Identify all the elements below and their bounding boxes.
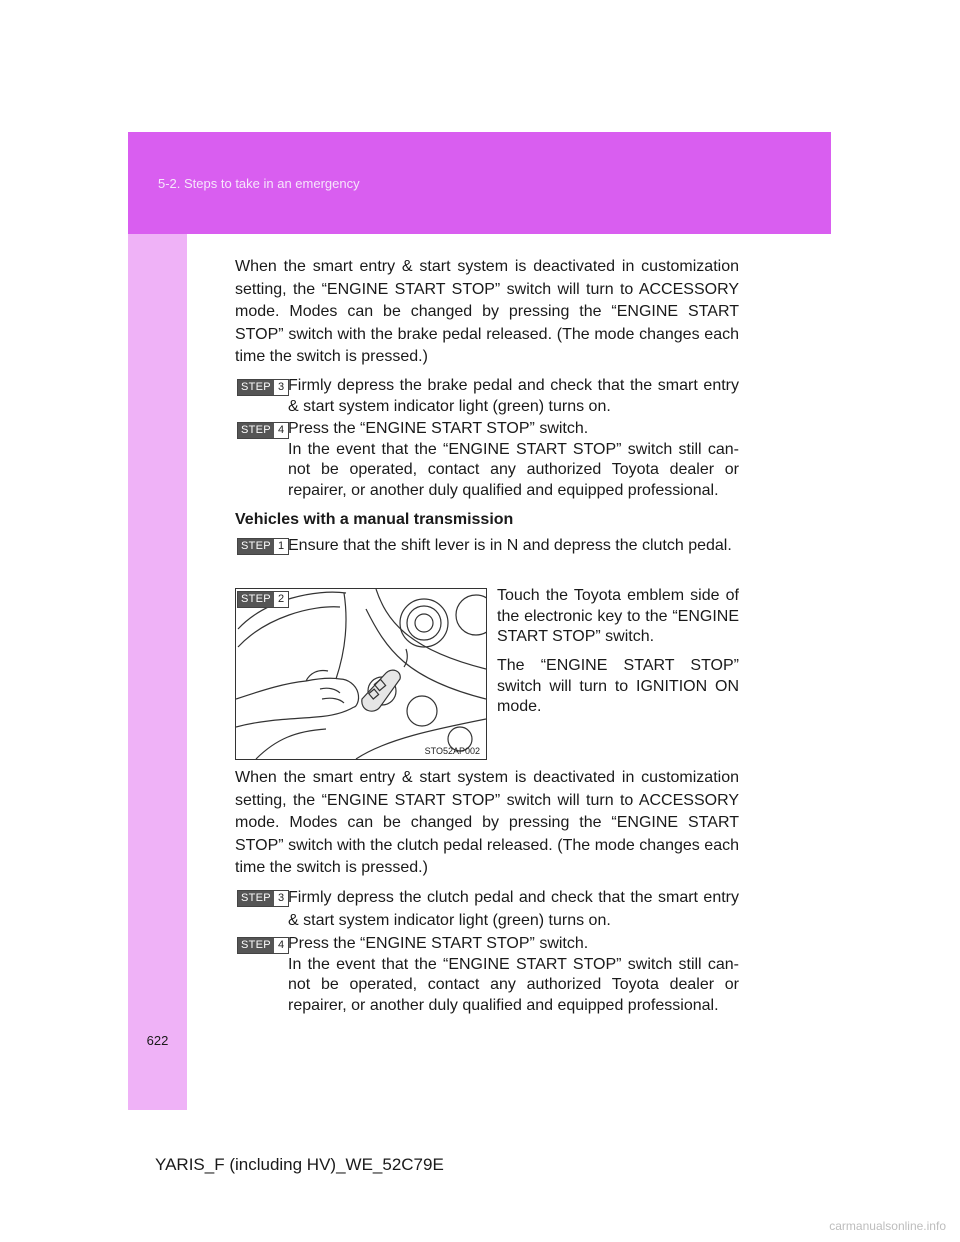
illustration-drawing (236, 589, 486, 759)
document-footer: YARIS_F (including HV)_WE_52C79E (155, 1155, 444, 1174)
step-badge: STEP 1 (237, 538, 289, 555)
step-badge: STEP 4 (237, 937, 289, 954)
step-text: Firmly depress the clutch pedal and check that the smart entry & start system indicator light (green) turns on. (288, 889, 739, 929)
intro-paragraph: When the smart entry & start system is deactivated in customization setting, the “ENGINE START STOP” switch will turn to ACCESSORY mode. Modes can be changed by pressing the “ENGINE START STOP” switch with the brake pedal released. (The mode changes each time the switch is pressed.) (235, 258, 739, 365)
step-text: Press the “ENGINE START STOP” switch. (288, 420, 589, 437)
step-text: Press the “ENGINE START STOP” switch. (288, 935, 589, 952)
side-strip (128, 234, 187, 1110)
step-badge: STEP 4 (237, 422, 289, 439)
step-text: Ensure that the shift lever is in N and depress the clutch pedal. (288, 537, 732, 554)
section-title: 5-2. Steps to take in an emergency (158, 176, 360, 191)
page-number: 622 (146, 1033, 169, 1048)
step-text: Firmly depress the brake pedal and check that the smart entry & start system indicator light (green) turns on. (288, 377, 739, 415)
watermark: carmanualsonline.info (829, 1219, 946, 1233)
step-badge: STEP 3 (237, 379, 289, 396)
auto-step-3 (237, 376, 739, 417)
key-touch-illustration (235, 588, 487, 760)
step-badge: STEP 3 (237, 890, 289, 907)
manual-step-1 (237, 535, 739, 558)
manual-heading: Vehicles with a manual transmission (235, 511, 514, 528)
intro-paragraph-block (235, 256, 739, 369)
step-text: In the event that the “ENGINE START STOP” switch still can- not be operated, contact any authorized Toyota dealer or repairer, or another duly qualified and equipped professional. (288, 440, 739, 499)
auto-step-4 (237, 419, 739, 501)
figure-text-1: Touch the Toyota emblem side of the electronic key to the “ENGINE START STOP” switch. (497, 587, 739, 645)
manual-step-3 (237, 887, 739, 932)
step-text: In the event that the “ENGINE START STOP” switch still can- not be operated, contact any authorized Toyota dealer or repairer, or another duly qualified and equipped professional. (288, 955, 739, 1014)
figure-code: STO52AP002 (424, 746, 480, 756)
manual-step-4 (237, 934, 739, 1016)
manual-paragraph-block (235, 767, 739, 880)
figure-step-badge: STEP 2 (237, 591, 289, 608)
manual-paragraph: When the smart entry & start system is deactivated in customization setting, the “ENGINE START STOP” switch will turn to ACCESSORY mode. Modes can be changed by pressing the “ENGINE START STOP” switch with the clutch pedal released. (The mode changes each time the switch is pressed.) (235, 769, 739, 876)
figure-text-2: The “ENGINE START STOP” switch will turn to IGNITION ON mode. (497, 657, 739, 715)
